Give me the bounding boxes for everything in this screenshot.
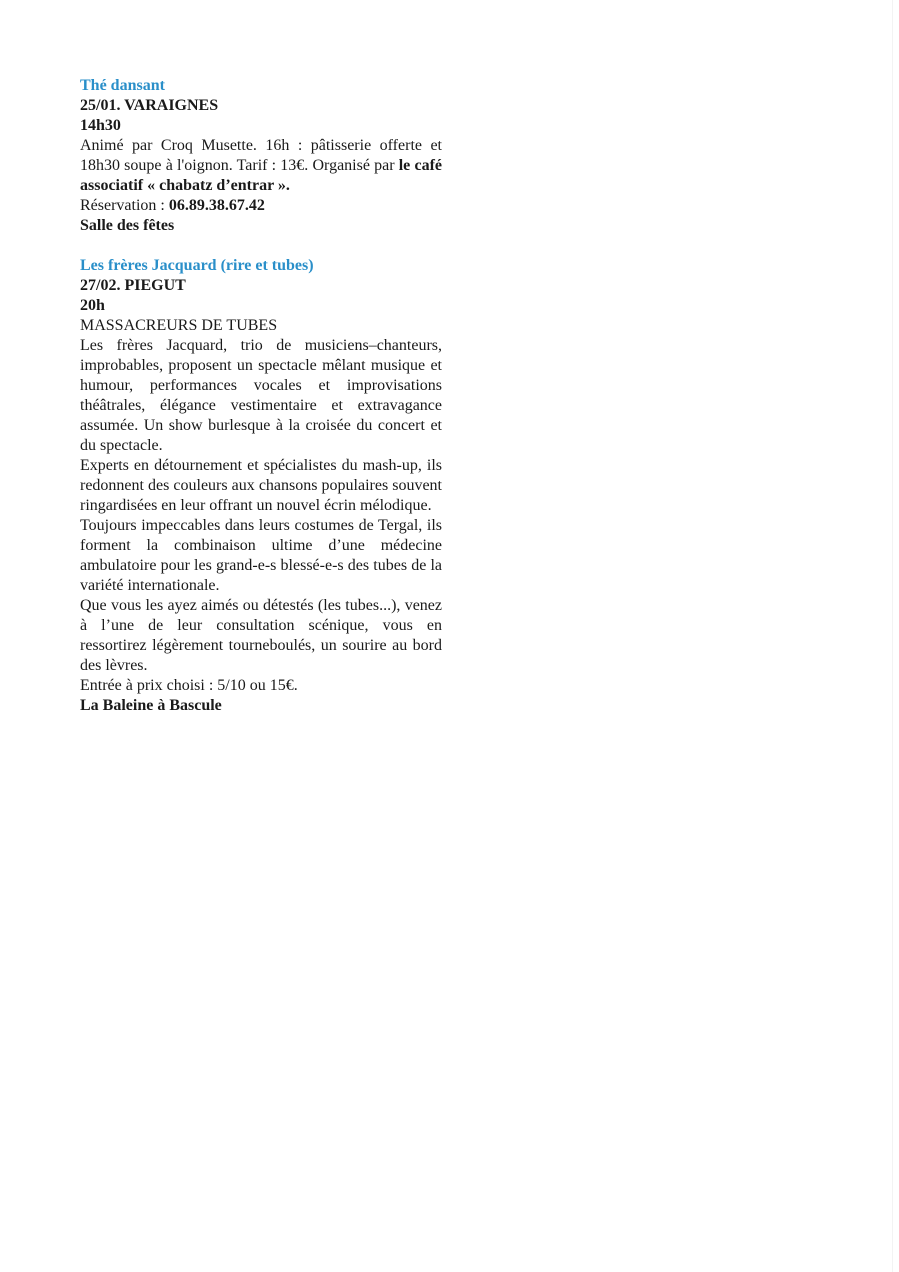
- event-date-place: 27/02. PIEGUT: [80, 277, 186, 294]
- event-paragraph: Experts en détournement et spécialistes du mash-up, ils redonnent des couleurs aux chansons populaires souvent ringardisées en leur offrant un nouvel écrin mélodique.: [80, 457, 442, 514]
- agenda-column: [80, 76, 442, 716]
- event-price: Entrée à prix choisi : 5/10 ou 15€.: [80, 677, 298, 694]
- event-time: 20h: [80, 297, 105, 314]
- event-date-place: 25/01. VARAIGNES: [80, 97, 219, 114]
- event-paragraph: Les frères Jacquard, trio de musiciens–chanteurs, improbables, proposent un spectacle mêlant musique et humour, performances vocales et improvisations théâtrales, élégance vestimentaire et extravagance assumée. Un show burlesque à la croisée du concert et du spectacle.: [80, 337, 442, 454]
- event-the-dansant: [80, 76, 442, 236]
- event-freres-jacquard: [80, 256, 442, 716]
- event-paragraph: Toujours impeccables dans leurs costumes de Tergal, ils forment la combinaison ultime d’une médecine ambulatoire pour les grand-e-s blessé-e-s des tubes de la variété internationale.: [80, 517, 442, 594]
- reservation-phone: 06.89.38.67.42: [168, 197, 265, 214]
- event-time: 14h30: [80, 117, 121, 134]
- description-text: Animé par Croq Musette. 16h : pâtisserie offerte et 18h30 soupe à l'oignon. Tarif : 13€. Organisé par: [80, 137, 442, 174]
- event-paragraph: Que vous les ayez aimés ou détestés (les tubes...), venez à l’une de leur consultation scénique, vous en ressortirez légèrement tourneboulés, un sourire au bord des lèvres.: [80, 597, 442, 674]
- organizer-name: le café associatif « chabatz d’entrar ».: [80, 157, 442, 194]
- event-venue: Salle des fêtes: [80, 217, 175, 234]
- event-venue: La Baleine à Bascule: [80, 697, 222, 714]
- event-title: Les frères Jacquard (rire et tubes): [80, 257, 314, 274]
- event-subtitle: MASSACREURS DE TUBES: [80, 317, 278, 334]
- reservation-line: [80, 196, 442, 216]
- event-title: Thé dansant: [80, 77, 165, 94]
- event-description: [80, 136, 442, 196]
- section-spacer: [80, 236, 442, 256]
- page-edge-divider: [892, 0, 893, 1272]
- reservation-label: Réservation :: [80, 197, 169, 214]
